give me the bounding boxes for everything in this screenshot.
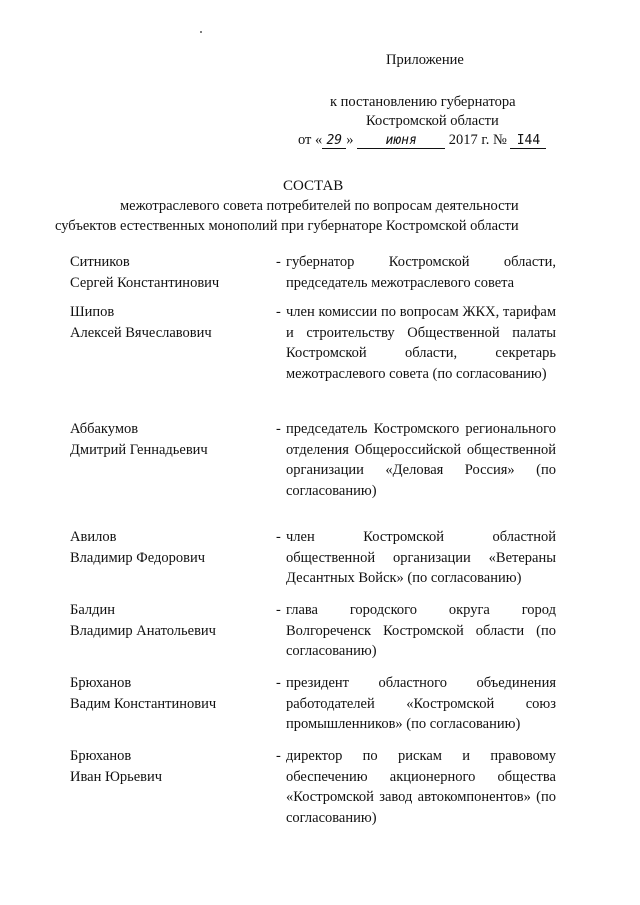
member-surname: Аббакумов: [70, 421, 139, 437]
member-surname: Балдин: [70, 602, 116, 618]
member-name: [70, 600, 270, 641]
member-role: член Костромской областной общественной организации «Ветераны Десантных Войск» (по согласованию): [286, 529, 556, 586]
member-dash: -: [276, 421, 281, 437]
document-subtitle-line-1: межотраслевого совета потребителей по вопросам деятельности: [120, 198, 519, 214]
member-given-names: Дмитрий Геннадьевич: [70, 441, 208, 458]
member-dash: -: [276, 254, 281, 270]
member-role: директор по рискам и правовому обеспечению акционерного общества «Костромской завод автокомпонентов» (по согласованию): [286, 748, 556, 826]
member-given-names: Владимир Федорович: [70, 549, 206, 566]
member-role: член комиссии по вопросам ЖКХ, тарифам и строительству Общественной палаты Костромской области, секретарь межотраслевого совета (по согласованию): [286, 304, 556, 382]
appendix-line-region: Костромской области: [366, 113, 499, 129]
date-prefix: от «: [298, 132, 323, 148]
member-dash: -: [276, 748, 281, 764]
member-role: председатель Костромского регионального отделения Общероссийской общественной организации «Деловая Россия» (по согласованию): [286, 421, 556, 499]
date-mid: »: [346, 132, 354, 148]
member-surname: Брюханов: [70, 675, 132, 691]
member-given-names: Владимир Анатольевич: [70, 622, 216, 639]
date-month: июня: [357, 133, 445, 149]
appendix-date-line: [298, 131, 546, 150]
member-name: [70, 527, 270, 568]
member-role: губернатор Костромской области, председатель межотраслевого совета: [286, 254, 556, 291]
member-given-names: Алексей Вячеславович: [70, 324, 212, 341]
member-surname: Авилов: [70, 529, 117, 545]
member-role: глава городского округа город Волгореченск Костромской области (по согласованию): [286, 602, 556, 659]
member-given-names: Сергей Константинович: [70, 274, 220, 291]
member-given-names: Иван Юрьевич: [70, 768, 163, 785]
member-role: президент областного объединения работодателей «Костромской союз промышленников» (по согласованию): [286, 675, 556, 732]
member-dash: -: [276, 529, 281, 545]
member-surname: Ситников: [70, 254, 130, 270]
appendix-line-decree: к постановлению губернатора: [330, 94, 516, 110]
member-name: [70, 673, 270, 714]
member-name: [70, 302, 270, 343]
decree-number: I44: [510, 133, 546, 149]
member-name: [70, 252, 270, 293]
document-subtitle-line-2: субъектов естественных монополий при губернаторе Костромской области: [55, 218, 519, 234]
member-surname: Брюханов: [70, 748, 132, 764]
document-title: СОСТАВ: [283, 178, 344, 194]
date-year: 2017 г. №: [448, 132, 507, 148]
date-day: 29: [322, 133, 346, 149]
member-surname: Шипов: [70, 304, 115, 320]
appendix-title: Приложение: [386, 52, 464, 68]
member-name: [70, 746, 270, 787]
scan-speck: [200, 31, 202, 33]
member-dash: -: [276, 602, 281, 618]
member-given-names: Вадим Константинович: [70, 695, 217, 712]
member-dash: -: [276, 304, 281, 320]
member-name: [70, 419, 270, 460]
member-dash: -: [276, 675, 281, 691]
